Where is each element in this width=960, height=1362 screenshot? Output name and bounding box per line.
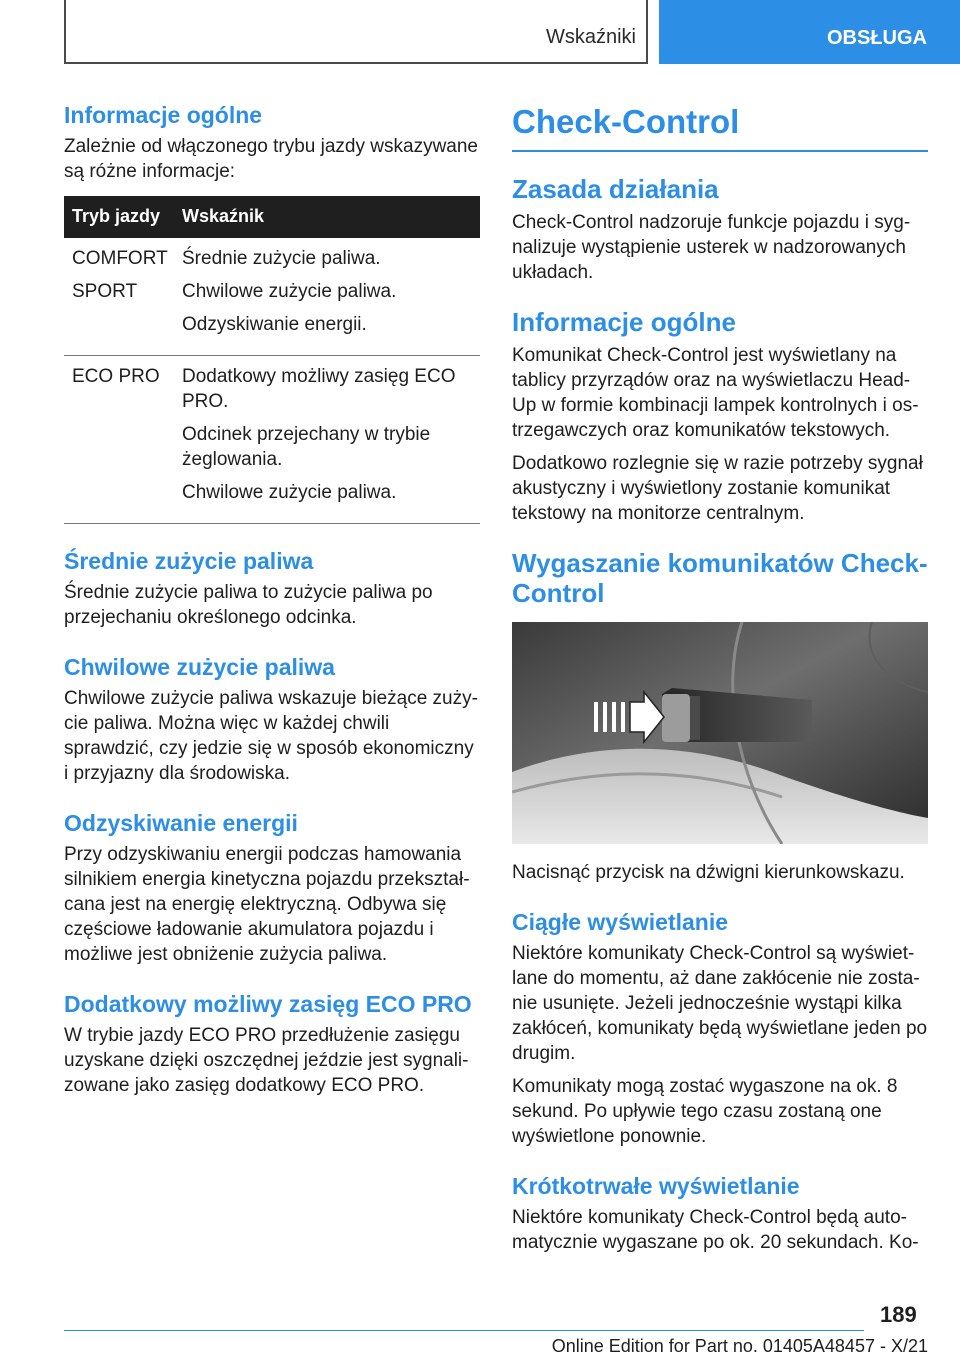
table-cell-indicator [174,238,480,356]
table-row [64,356,480,524]
general-heading: Informacje ogólne [512,307,736,337]
footer-edition: Online Edition for Part no. 01405A48457 - X/21 [551,1336,928,1356]
principle-text: Check-Control nadzoruje funkcje pojazdu i sygnalizuje wystąpienie usterek w nadzorowanych układach. [512,212,911,283]
table-header-indicator: Wskaźnik [174,196,480,238]
right-column [512,100,928,1263]
continuous-text-1: Niektóre komunikaty Check-Control są wyświetlane do momentu, aż dane zakłócenie nie zostanie usunięte. Jeżeli jednocześnie wystąpi kilka zakłóceń, komunikaty będą wyświetlane jeden po drugim. [512,943,928,1064]
mode-label: COMFORT [72,248,168,269]
driving-mode-table [64,196,480,524]
chapter-title: Check-Control [512,100,928,152]
turn-signal-lever-illustration [512,622,928,844]
mode-label: ECO PRO [72,366,160,387]
continuous-text-2: Komunikaty mogą zostać wygaszone na ok. 8 sekund. Po upływie tego czasu zostaną one wyświetlone ponownie. [512,1076,898,1147]
table-cell-mode [64,356,174,524]
general-text-2: Dodatkowo rozlegnie się w razie potrzeby sygnał akustyczny i wyświetlony zostanie komunikat tekstowy na monitorze centralnym. [512,453,923,524]
table-cell-mode [64,238,174,356]
section-text-current-consumption: Chwilowe zużycie paliwa wskazuje bieżące zużycie paliwa. Można więc w każdej chwili sprawdzić, czy jedzie się w sposób ekonomiczny i przyjazny dla środowiska. [64,688,478,784]
principle-heading: Zasada działania [512,174,719,204]
figure-caption: Nacisnąć przycisk na dźwigni kierunkowskazu. [512,862,905,883]
page-number: 189 [880,1302,917,1327]
temporary-text: Niektóre komunikaty Check-Control będą automatycznie wygaszane po ok. 20 sekundach. Ko- [512,1207,919,1253]
header-section-title: Wskaźniki [545,26,636,48]
header-chapter-tab[interactable]: OBSŁUGA [659,0,960,64]
continuous-heading: Ciągłe wyświetlanie [512,909,729,935]
indicator-label: Dodatkowy możliwy zasięg ECO PRO. [182,366,456,412]
table-cell-indicator [174,356,480,524]
indicator-label: Chwilowe zużycie paliwa. [182,281,397,302]
section-heading-eco-pro-range: Dodatkowy możliwy zasięg ECO PRO [64,991,472,1017]
indicator-label: Odcinek przejechany w trybie żeglowania. [182,424,431,470]
mode-label: SPORT [72,281,138,302]
left-column [64,100,480,1106]
indicator-label: Chwilowe zużycie paliwa. [182,482,397,503]
section-heading-current-consumption: Chwilowe zużycie paliwa [64,654,335,680]
temporary-heading: Krótkotrwałe wyświetlanie [512,1173,800,1199]
section-text-energy-recovery: Przy odzyskiwaniu energii podczas hamowania silnikiem energia kinetyczna pojazdu przekształcana jest na energię elektryczną. Odbywa się częściowe ładowanie akumulatora pojazdu i możliwe jest obniżenie zużycia paliwa. [64,844,470,965]
section-text-average-consumption: Średnie zużycie paliwa to zużycie paliwa po przejechaniu określonego odcinka. [64,582,433,628]
section-text-eco-pro-range: W trybie jazdy ECO PRO przedłużenie zasięgu uzyskane dzięki oszczędnej jeździe jest sygnalizowane jako zasięg dodatkowy ECO PRO. [64,1025,469,1096]
indicator-label: Odzyskiwanie energii. [182,314,367,335]
footer-divider [64,1330,864,1331]
intro-text: Zależnie od włączonego trybu jazdy wskazywane są różne informacje: [64,136,478,182]
general-text-1: Komunikat Check-Control jest wyświetlany na tablicy przyrządów oraz na wyświetlaczu Head-Up w formie kombinacji lampek kontrolnych i ostrzegawczych oraz komunikatów tekstowych. [512,345,919,441]
table-row [64,238,480,356]
table-header-mode: Tryb jazdy [64,196,174,238]
dismiss-heading: Wygaszanie komunikatów Check-Control [512,548,928,608]
indicator-label: Średnie zużycie paliwa. [182,248,381,269]
intro-heading: Informacje ogólne [64,102,263,128]
section-heading-energy-recovery: Odzyskiwanie energii [64,810,298,836]
section-heading-average-consumption: Średnie zużycie paliwa [64,548,314,574]
